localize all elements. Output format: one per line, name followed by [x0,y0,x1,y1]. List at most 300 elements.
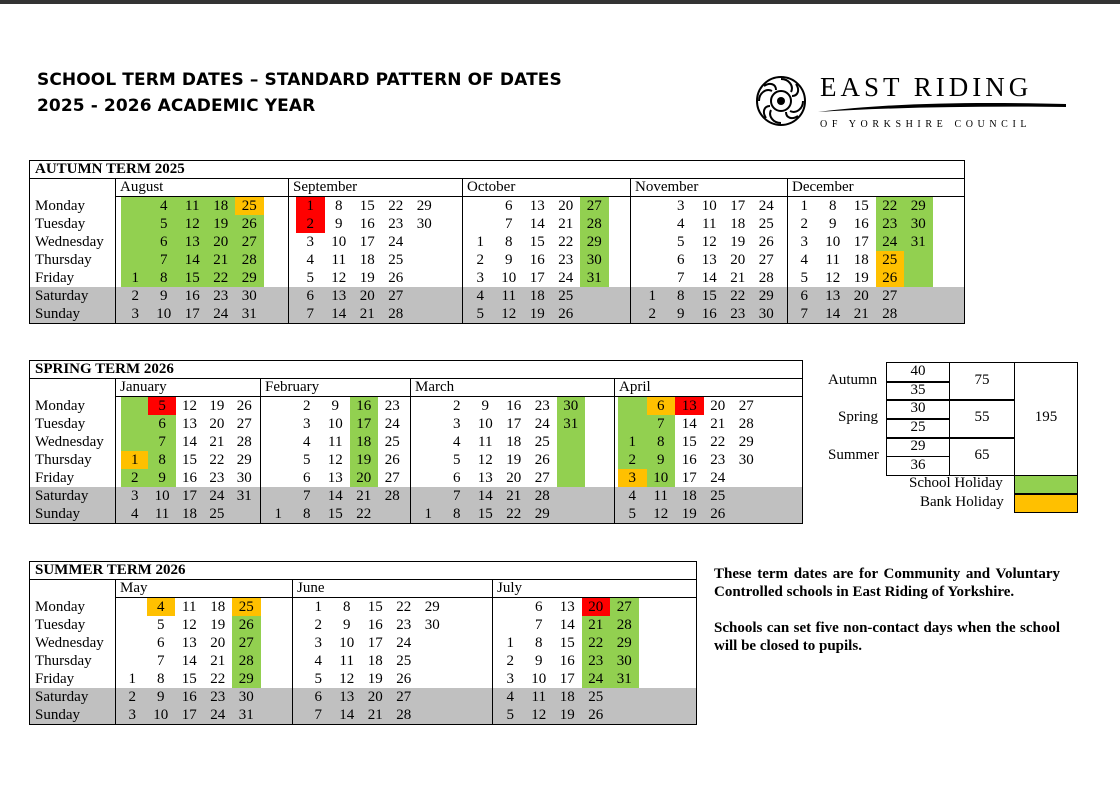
date-cell: 30 [610,652,639,670]
date-cell: 29 [232,670,261,688]
month-label-august: August [120,179,164,195]
date-cell: 21 [207,251,236,269]
date-cell: 25 [235,197,264,215]
date-cell: 27 [384,470,400,486]
date-cell: 9 [677,306,685,322]
date-cell: 17 [506,416,522,432]
date-cell: 5 [150,215,179,233]
date-cell: 12 [653,506,669,522]
date-cell: 11 [501,288,516,304]
summary-half-term-days: 29 [910,437,926,454]
date-cell: 4 [130,506,139,522]
date-cell: 16 [350,397,379,415]
date-cell: 25 [534,434,550,450]
date-cell: 4 [306,252,314,268]
date-cell: 6 [314,689,322,705]
date-cell: 11 [154,506,170,522]
summary-term-autumn: Autumn [828,372,878,388]
date-cell: 20 [359,288,375,304]
date-cell: 4 [453,434,461,450]
date-cell: 14 [339,707,355,723]
date-cell: 15 [181,671,197,687]
date-cell: 9 [505,252,513,268]
date-cell: 8 [647,433,676,451]
date-cell: 12 [531,707,547,723]
day-label-thursday: Thursday [35,252,92,268]
date-cell: 14 [559,617,575,633]
date-cell: 23 [388,216,404,232]
date-cell: 6 [647,397,676,415]
month-divider [292,580,293,724]
date-cell: 2 [476,252,484,268]
date-cell: 31 [557,415,586,433]
legend-swatch-bank-holiday [1014,494,1078,513]
summer-term-title: SUMMER TERM 2026 [30,562,696,580]
month-label-june: June [297,580,325,596]
date-cell: 6 [535,599,543,615]
date-cell: 25 [710,488,726,504]
date-cell: 19 [853,270,869,286]
date-cell: 2 [121,469,148,487]
date-cell: 9 [535,653,543,669]
date-cell: 31 [580,269,609,287]
date-cell: 1 [121,451,148,469]
date-cell [121,397,148,415]
yorkshire-rose-icon [754,74,808,128]
date-cell: 4 [677,216,685,232]
date-cell [557,451,586,469]
date-cell: 5 [148,397,175,415]
date-cell: 15 [359,198,375,214]
date-cell: 5 [800,270,808,286]
date-cell: 20 [207,233,236,251]
date-cell: 9 [148,469,175,487]
date-cell: 30 [580,251,609,269]
date-cell: 22 [356,506,372,522]
column-divider [115,379,116,523]
date-cell: 24 [388,234,404,250]
date-cell: 8 [335,198,343,214]
date-cell: 19 [359,270,375,286]
date-cell: 16 [529,252,545,268]
date-cell: 15 [477,506,493,522]
summary-half-term-box [886,381,950,402]
date-cell: 8 [303,506,311,522]
date-cell: 7 [148,433,175,451]
date-cell: 27 [388,288,404,304]
date-cell: 25 [384,434,400,450]
month-divider [614,379,615,523]
date-cell: 23 [710,452,726,468]
date-cell: 1 [506,635,514,651]
date-cell: 24 [582,670,611,688]
date-cell: 17 [529,270,545,286]
date-cell: 14 [477,488,493,504]
date-cell: 1 [128,671,136,687]
date-cell: 21 [356,488,372,504]
date-cell: 11 [653,488,668,504]
autumn-term-calendar [29,160,965,324]
date-cell: 17 [367,635,383,651]
legend-swatch-school-holiday [1014,475,1078,494]
date-cell: 10 [531,671,547,687]
date-cell: 22 [710,434,726,450]
date-cell: 19 [559,707,575,723]
date-cell: 11 [182,599,197,615]
date-cell: 20 [209,416,225,432]
date-cell: 16 [559,653,575,669]
date-cell: 24 [210,707,226,723]
date-cell: 31 [610,670,639,688]
date-cell: 15 [853,198,869,214]
date-cell: 14 [681,416,697,432]
date-cell: 1 [296,197,325,215]
date-cell: 29 [610,634,639,652]
date-cell: 25 [876,251,905,269]
date-cell: 28 [758,270,774,286]
date-cell: 10 [327,416,343,432]
date-cell: 28 [738,416,754,432]
date-cell: 15 [681,434,697,450]
date-cell: 23 [558,252,574,268]
date-cell: 14 [181,653,197,669]
date-cell: 3 [303,416,311,432]
date-cell: 9 [157,689,165,705]
date-cell: 18 [210,599,226,615]
date-cell: 24 [758,198,774,214]
date-cell: 21 [367,707,383,723]
date-cell: 19 [529,306,545,322]
day-label-sunday: Sunday [35,506,80,522]
date-cell: 27 [758,252,774,268]
date-cell: 19 [681,506,697,522]
date-cell: 16 [359,216,375,232]
date-cell: 7 [647,415,676,433]
date-cell: 22 [730,288,746,304]
month-label-september: September [293,179,358,195]
logo-swoosh [816,100,1068,114]
date-cell: 3 [476,270,484,286]
date-cell: 7 [677,270,685,286]
date-cell: 29 [758,288,774,304]
date-cell: 10 [154,488,170,504]
date-cell: 4 [314,653,322,669]
date-cell: 26 [236,398,252,414]
note-non-contact-days: Schools can set five non-contact days when the school will be closed to pupils. [714,620,1060,654]
date-cell: 1 [274,506,282,522]
date-cell: 16 [181,689,197,705]
month-divider [630,179,631,323]
date-cell: 29 [236,452,252,468]
legend-label-school-holiday: School Holiday [909,475,1003,492]
date-cell: 2 [303,398,311,414]
date-cell: 18 [350,433,379,451]
date-cell: 29 [738,434,754,450]
date-cell: 22 [558,234,574,250]
date-cell: 28 [610,616,639,634]
date-cell: 4 [476,288,484,304]
date-cell: 17 [559,671,575,687]
date-cell: 18 [730,216,746,232]
date-cell: 13 [559,599,575,615]
date-cell: 17 [730,198,746,214]
date-cell: 2 [506,653,514,669]
date-cell: 19 [506,452,522,468]
day-label-saturday: Saturday [35,488,89,504]
logo-subtitle: OF YORKSHIRE COUNCIL [820,119,1032,130]
date-cell: 17 [181,488,197,504]
date-cell: 15 [367,599,383,615]
summary-term-total: 75 [974,372,990,388]
date-cell: 1 [618,433,647,451]
date-cell: 8 [453,506,461,522]
date-cell: 14 [178,251,207,269]
date-cell: 13 [331,288,347,304]
date-cell: 27 [738,398,754,414]
date-cell: 12 [339,671,355,687]
date-cell: 3 [506,671,514,687]
date-cell: 1 [314,599,322,615]
date-cell: 18 [359,252,375,268]
date-cell: 4 [506,689,514,705]
date-cell: 5 [314,671,322,687]
date-cell: 22 [582,634,611,652]
date-cell: 3 [314,635,322,651]
date-cell: 15 [181,452,197,468]
summary-half-term-box [886,399,950,420]
summary-half-term-days: 36 [910,456,926,473]
date-cell: 13 [181,635,197,651]
date-cell: 18 [529,288,545,304]
date-cell: 11 [339,653,354,669]
date-cell: 9 [647,451,676,469]
day-label-sunday: Sunday [35,707,80,723]
date-cell: 23 [396,617,412,633]
date-cell: 3 [306,234,314,250]
date-cell: 13 [181,416,197,432]
day-label-wednesday: Wednesday [35,234,104,250]
date-cell: 6 [453,470,461,486]
date-cell: 17 [853,234,869,250]
date-cell: 30 [236,470,252,486]
date-cell: 21 [506,488,522,504]
date-cell: 23 [209,470,225,486]
date-cell: 29 [534,506,550,522]
month-divider [288,179,289,323]
date-cell: 28 [232,652,261,670]
date-cell: 19 [209,398,225,414]
month-label-april: April [619,379,651,395]
day-label-wednesday: Wednesday [35,434,104,450]
date-cell [618,397,647,415]
date-cell: 6 [148,415,175,433]
month-divider [260,379,261,523]
date-cell: 30 [238,689,254,705]
summary-half-term-days: 40 [910,363,926,379]
date-cell: 3 [677,198,685,214]
date-cell: 4 [150,197,179,215]
date-cell: 10 [701,198,717,214]
date-cell: 26 [384,452,400,468]
date-cell: 8 [505,234,513,250]
date-cell: 5 [628,506,636,522]
date-cell: 30 [758,306,774,322]
date-cell: 26 [232,616,261,634]
spring-term-title: SPRING TERM 2026 [30,361,802,379]
date-cell: 12 [501,306,517,322]
date-cell: 24 [213,306,229,322]
date-cell: 27 [396,689,412,705]
day-label-friday: Friday [35,671,75,687]
date-cell: 21 [210,653,226,669]
date-cell: 21 [730,270,746,286]
date-cell [121,433,148,451]
date-cell: 6 [303,470,311,486]
date-cell: 2 [128,689,136,705]
day-label-sunday: Sunday [35,306,80,322]
date-cell: 22 [210,671,226,687]
date-cell: 5 [677,234,685,250]
day-label-monday: Monday [35,198,85,214]
summary-half-term-days: 30 [910,400,926,417]
month-label-july: July [497,580,523,596]
date-cell: 6 [306,288,314,304]
spring-term-calendar [29,360,803,524]
date-cell: 26 [558,306,574,322]
date-cell: 15 [559,635,575,651]
date-cell: 12 [181,398,197,414]
summary-half-term-box [886,418,950,439]
date-cell: 18 [506,434,522,450]
date-cell: 7 [535,617,543,633]
date-cell: 30 [904,215,933,233]
date-cell: 18 [181,506,197,522]
date-cell: 31 [236,488,252,504]
date-cell: 8 [677,288,685,304]
date-cell: 22 [209,452,225,468]
date-cell: 10 [825,234,841,250]
date-cell: 3 [128,707,136,723]
date-cell: 1 [121,269,150,287]
date-cell: 2 [131,288,139,304]
summary-half-term-days: 25 [910,419,926,436]
date-cell: 18 [853,252,869,268]
date-cell: 24 [710,470,726,486]
month-label-october: October [467,179,516,195]
column-divider [115,179,116,323]
date-cell: 24 [876,233,905,251]
date-cell: 9 [335,216,343,232]
day-label-saturday: Saturday [35,288,89,304]
date-cell: 7 [453,488,461,504]
date-cell: 30 [241,288,257,304]
date-cell: 30 [416,216,432,232]
date-cell [121,415,148,433]
date-cell [904,269,933,287]
date-cell: 28 [235,251,264,269]
date-cell: 2 [314,617,322,633]
date-cell: 3 [453,416,461,432]
date-cell: 15 [701,288,717,304]
date-cell: 10 [156,306,172,322]
date-cell: 18 [559,689,575,705]
date-cell: 8 [148,451,175,469]
day-label-thursday: Thursday [35,653,92,669]
date-cell: 16 [181,470,197,486]
date-cell: 29 [580,233,609,251]
date-cell: 22 [396,599,412,615]
date-cell: 12 [331,270,347,286]
date-cell: 7 [306,306,314,322]
date-cell: 21 [853,306,869,322]
date-cell: 1 [424,506,432,522]
date-cell: 12 [701,234,717,250]
date-cell: 3 [800,234,808,250]
day-label-friday: Friday [35,470,75,486]
date-cell: 16 [701,306,717,322]
day-label-wednesday: Wednesday [35,635,104,651]
date-cell: 29 [904,197,933,215]
date-cell: 12 [477,452,493,468]
date-cell: 18 [207,197,236,215]
date-cell: 19 [350,451,379,469]
date-cell: 8 [343,599,351,615]
date-cell: 17 [181,707,197,723]
date-cell: 24 [396,635,412,651]
date-cell: 5 [157,617,165,633]
date-cell: 28 [236,434,252,450]
date-cell: 15 [529,234,545,250]
summary-term-total-box [949,437,1015,476]
date-cell: 17 [359,234,375,250]
date-cell: 28 [534,488,550,504]
date-cell: 20 [730,252,746,268]
date-cell: 20 [350,469,379,487]
date-cell: 23 [582,652,611,670]
date-cell: 19 [367,671,383,687]
date-cell: 28 [580,215,609,233]
date-cell: 14 [825,306,841,322]
date-cell: 13 [178,233,207,251]
date-cell: 20 [367,689,383,705]
date-cell [904,251,933,269]
date-cell: 22 [207,269,236,287]
date-cell [121,233,150,251]
month-label-february: February [265,379,320,395]
date-cell: 24 [384,416,400,432]
date-cell: 26 [758,234,774,250]
summary-term-total: 55 [974,409,990,426]
date-cell: 20 [506,470,522,486]
day-label-tuesday: Tuesday [35,416,86,432]
date-cell: 11 [328,434,343,450]
date-cell: 4 [147,598,176,616]
date-cell: 20 [710,398,726,414]
date-cell: 6 [800,288,808,304]
date-cell: 11 [478,434,493,450]
date-cell: 26 [710,506,726,522]
date-cell: 22 [876,197,905,215]
month-divider [462,179,463,323]
date-cell: 26 [235,215,264,233]
month-divider [787,179,788,323]
date-cell: 28 [396,707,412,723]
date-cell: 12 [178,215,207,233]
date-cell: 12 [327,452,343,468]
date-cell: 21 [710,416,726,432]
date-cell: 28 [882,306,898,322]
date-cell: 24 [209,488,225,504]
